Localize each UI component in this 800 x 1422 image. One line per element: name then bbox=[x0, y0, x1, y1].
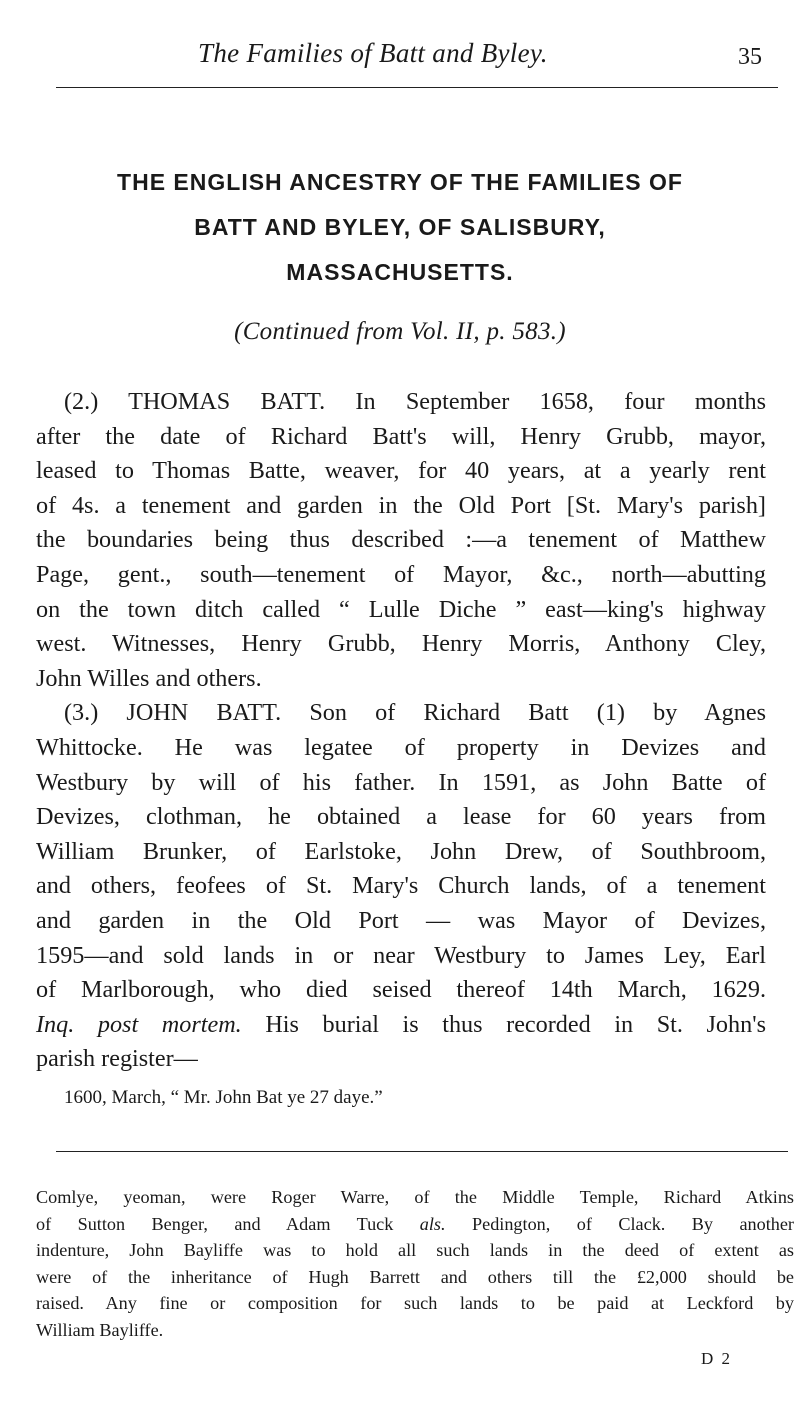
paragraph-line: Devizes, clothman, he obtained a lease for 60 years from bbox=[36, 803, 766, 831]
paragraph-line: and garden in the Old Port — was Mayor of Devizes, bbox=[36, 906, 766, 934]
register-quote: 1600, March, “ Mr. John Bat ye 27 daye.” bbox=[64, 1086, 383, 1108]
paragraph-line: 1595—and sold lands in or near Westbury to James Ley, Earl bbox=[36, 941, 766, 969]
paragraph-line: on the town ditch called “ Lulle Diche ” east—king's highway bbox=[36, 595, 766, 623]
paragraph-line: Page, gent., south—tenement of Mayor, &c., north—abutting bbox=[36, 560, 766, 588]
paragraph-line: William Brunker, of Earlstoke, John Drew, of Southbroom, bbox=[36, 837, 766, 865]
footnote-line: indenture, John Bayliffe was to hold all such lands in the deed of extent as bbox=[36, 1240, 794, 1260]
header-rule bbox=[56, 87, 778, 88]
article-title-line: MASSACHUSETTS. bbox=[286, 259, 514, 285]
inq-rest: His burial is thus recorded in St. John's bbox=[241, 1010, 766, 1038]
footnote-line: Comlye, yeoman, were Roger Warre, of the Middle Temple, Richard Atkins bbox=[36, 1187, 794, 1207]
footnote-rule bbox=[56, 1151, 788, 1152]
paragraph-line: and others, feofees of St. Mary's Church lands, of a tenement bbox=[36, 872, 766, 900]
page-number: 35 bbox=[738, 44, 762, 70]
article-title-line: THE ENGLISH ANCESTRY OF THE FAMILIES OF bbox=[117, 169, 683, 195]
document-page bbox=[30, 0, 794, 1422]
footnote-line: William Bayliffe. bbox=[36, 1319, 164, 1340]
footnote-als: als. bbox=[419, 1213, 446, 1234]
running-head bbox=[30, 38, 770, 78]
paragraph-line: John Willes and others. bbox=[36, 664, 262, 692]
paragraph-line: of 4s. a tenement and garden in the Old Port [St. Mary's parish] bbox=[36, 491, 766, 519]
paragraph-line: leased to Thomas Batte, weaver, for 40 years, at a yearly rent bbox=[36, 457, 766, 485]
paragraph-line: after the date of Richard Batt's will, Henry Grubb, mayor, bbox=[36, 422, 766, 450]
article-title bbox=[30, 160, 770, 295]
paragraph-line: parish register— bbox=[36, 1045, 198, 1073]
paragraph-line: Westbury by will of his father. In 1591, as John Batte of bbox=[36, 768, 766, 796]
paragraph-line: (2.) THOMAS BATT. In September 1658, four months bbox=[64, 388, 766, 415]
paragraph-line: (3.) JOHN BATT. Son of Richard Batt (1) by Agnes bbox=[64, 699, 766, 727]
paragraph-line: west. Witnesses, Henry Grubb, Henry Morris, Anthony Cley, bbox=[36, 630, 766, 658]
paragraph-line: the boundaries being thus described :—a tenement of Matthew bbox=[36, 526, 766, 554]
paragraph-line bbox=[36, 1008, 766, 1043]
signature-mark: D 2 bbox=[700, 1349, 732, 1368]
paragraph-line: Whittocke. He was legatee of property in Devizes and bbox=[36, 733, 766, 761]
inq-post-mortem: Inq. post mortem. bbox=[36, 1010, 242, 1038]
footnote-line: raised. Any fine or composition for such lands to be paid at Leckford by bbox=[36, 1293, 794, 1313]
paragraph-line: of Marlborough, who died seised thereof 14th March, 1629. bbox=[36, 976, 766, 1004]
running-title: The Families of Batt and Byley. bbox=[198, 38, 548, 68]
footnote-line bbox=[36, 1211, 794, 1238]
continued-note: (Continued from Vol. II, p. 583.) bbox=[234, 318, 566, 345]
footnote-line: were of the inheritance of Hugh Barrett and others till the £2,000 should be bbox=[36, 1266, 794, 1287]
footnote-line-part: Pedington, of Clack. By another bbox=[445, 1213, 794, 1234]
article-title-line: BATT AND BYLEY, OF SALISBURY, bbox=[194, 214, 606, 240]
body-text bbox=[36, 385, 766, 1115]
footnote-line-part: of Sutton Benger, and Adam Tuck bbox=[36, 1213, 394, 1234]
footnote bbox=[36, 1184, 794, 1343]
